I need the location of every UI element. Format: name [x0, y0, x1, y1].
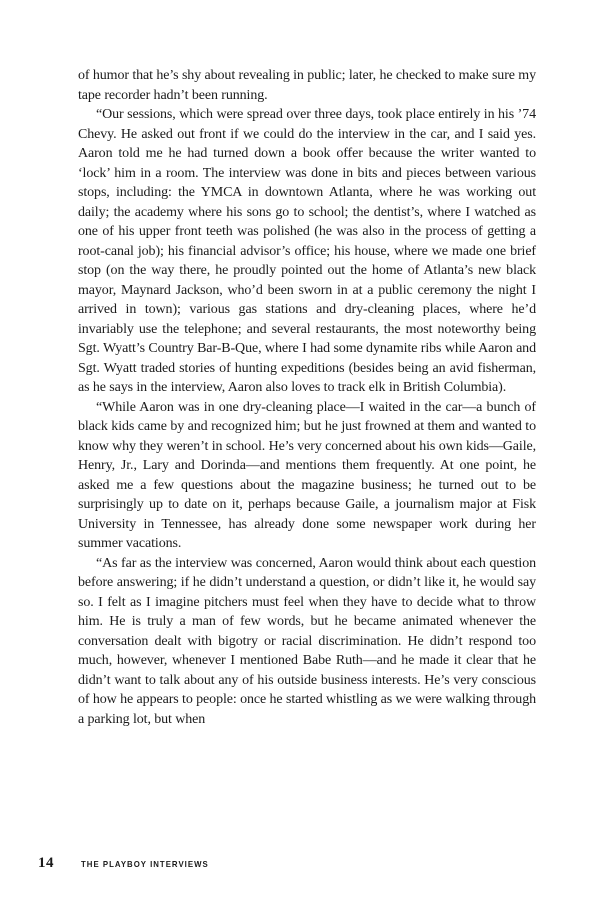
body-text	[78, 66, 536, 729]
body-paragraph: of humor that he’s shy about revealing in public; later, he checked to make sure my tape recorder hadn’t been running.	[78, 68, 536, 103]
body-paragraph: “While Aaron was in one dry-cleaning place—I waited in the car—a bunch of black kids came by and recognized him; but he just frowned at them and wanted to know why they weren’t in school. He’s very concerned about his own kids—Gaile, Henry, Jr., Lary and Dorinda—and mentions them frequently. At one point, he asked me a few questions about the magazine business; he turned out to be surprisingly up to date on it, perhaps because Gaile, a journalism major at Fisk University in Tennessee, has already done some newspaper work during her summer vacations.	[78, 399, 536, 551]
body-paragraph: “Our sessions, which were spread over three days, took place entirely in his ’74 Chevy. He asked out front if we could do the interview in the car, and I said yes. Aaron told me he had turned down a book offer because the writer wanted to ‘lock’ him in a room. The interview was done in bits and pieces between various stops, including: the YMCA in downtown Atlanta, where he was working out daily; the academy where his sons go to school; the dentist’s, where I watched as one of his upper front teeth was polished (he was also in the process of getting a root-canal job); his financial advisor’s office; his house, where we made one brief stop (on the way there, he proudly pointed out the home of Atlanta’s new black mayor, Maynard Jackson, who’d been sworn in at a public ceremony the night I arrived in town); various gas stations and dry-cleaning places, where he’d invariably use the telephone; and several restaurants, the most noteworthy being Sgt. Wyatt’s Country Bar-B-Que, where I had some dynamite ribs while Aaron and Sgt. Wyatt traded stories of hunting expeditions (besides being an avid fisherman, as he says in the interview, Aaron also loves to track elk in British Columbia).	[78, 107, 536, 395]
body-paragraph: “As far as the interview was concerned, Aaron would think about each question before answering; if he didn’t understand a question, or didn’t like it, he would say so. I felt as I imagine pitchers must feel when they have to decide what to throw him. He is truly a man of few words, but he became animated whenever the conversation dealt with bigotry or racial discrimination. He didn’t respond too much, however, whenever I mentioned Babe Ruth—and he made it clear that he didn’t want to talk about any of his outside business interests. He’s very conscious of how he appears to people: once he started whistling as we were walking through a parking lot, but when	[78, 555, 536, 727]
page-footer	[38, 855, 220, 872]
running-title: THE PLAYBOY INTERVIEWS	[81, 859, 209, 869]
page-number: 14	[38, 855, 54, 871]
